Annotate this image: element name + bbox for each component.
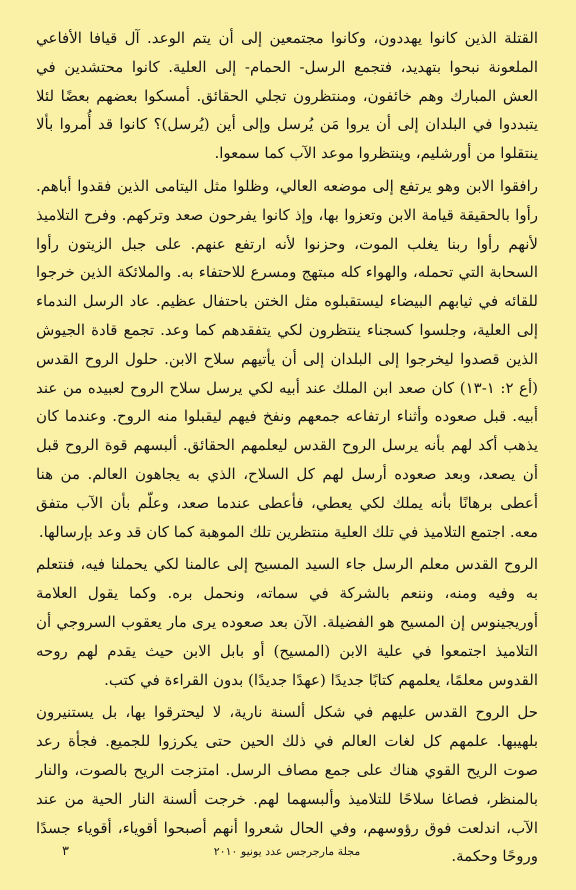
paragraph-4: حل الروح القدس عليهم في شكل ألسنة نارية، لا ليحترقوا بها، بل يستنيرون بلهيبها. علمهم كل لغات العالم في ذلك الحين حتى يكرزوا للجميع. فجأة رعد صوت الريح القوي هناك على جمع مصاف الرسل. امتزجت الريح بالصوت، والنار بالمنظر، فصاغا سلاحًا للتلاميذ وألبسهما لهم. خرجت ألسنة النار الحية من عند الآب، اندلعت فوق رؤوسهم، وفي الحال شعروا أنهم أصبحوا أقوياء، أقوياء جسدًا وروحًا وحكمة. [36,703,538,866]
page-number: ٣ [62,844,69,859]
journal-title: مجلة مارجرجس عدد يونيو ٢٠١٠ [213,845,361,858]
paragraph-3: الروح القدس معلم الرسل جاء السيد المسيح إلى عالمنا لكي يحملنا فيه، فنتعلم به وفيه ومنه، وننعم بالشركة في سماته، ونحمل بره. وكما يقول العلامة أوريجينوس إن المسيح هو الفضيلة. الآن بعد صعوده يرى مار يعقوب السروجي أن التلاميذ اجتمعوا في علية الابن (المسيح) أو بابل الابن حيث يقدم لهم روحه القدوس معلمًا، يعلمهم كتابًا جديدًا (عهدًا جديدًا) بدون القراءة في كتب. [36,555,538,689]
paragraph-1: القتلة الذين كانوا يهددون، وكانوا مجتمعين إلى أن يتم الوعد. آل قيافا الأفاعي الملعونة نبحوا بتهديد، فتجمع الرسل- الحمام- إلى العلية. كانوا محتشدين في العش المبارك وهم خائفون، ومنتظرون تجلي الحقائق. أمسكوا بعضهم بعضًا لئلا يتبددوا في البلدان إلى أن يروا مَن يُرسل وإلى أين (يُرسل)؟ كانوا قد أُمروا بألا ينتقلوا من أورشليم، وينتظروا موعد الآب كما سمعوا. [36,29,538,163]
page-footer [36,842,538,862]
paragraph-2: رافقوا الابن وهو يرتفع إلى موضعه العالي، وظلوا مثل اليتامى الذين فقدوا أباهم. رأوا بالحقيقة قيامة الابن وتعزوا بها، وإذ كانوا يفرحون صعد وتركهم. وفرح التلاميذ لأنهم رأوا ربنا يغلب الموت، وحزنوا لأنه ارتفع عنهم. على جبل الزيتون رأوا السحابة التي تحمله، والهواء كله مبتهج ومسرع للاحتفاء به. والملائكة الذين خرجوا للقائه في ثيابهم البيضاء ليستقبلوه مثل الختن باحتفال عظيم. عاد الرسل الندماء إلى العلية، وجلسوا كسجناء ينتظرون لكي يتفقدهم كما وعد. تجمع قادة الجيوش الذين قصدوا ليخرجوا إلى البلدان إلى أن يأتيهم سلاح الابن. حلول الروح القدس (أع ٢: ١-١٣) كان صعد ابن الملك عند أبيه لكي يرسل سلاح الروح لعبيده من عند أبيه. قبل صعوده وأثناء ارتفاعه جمعهم ونفخ فيهم ليقبلوا منه الروح. وعندما كان يذهب أكد لهم بأنه يرسل الروح القدس ليعلمهم الحقائق. ألبسهم قوة الروح قبل أن يصعد، وبعد صعوده أرسل لهم كل السلاح، الذي به يجاهون العالم. من هنا أعطى برهانًا بأنه يملك لكي يعطي، فأعطى عندما صعد، وعلّم بأن الآب متفق معه. اجتمع التلاميذ في تلك العلية منتظرين تلك الموهبة كما كان قد وعد بإرسالها. [36,176,538,541]
